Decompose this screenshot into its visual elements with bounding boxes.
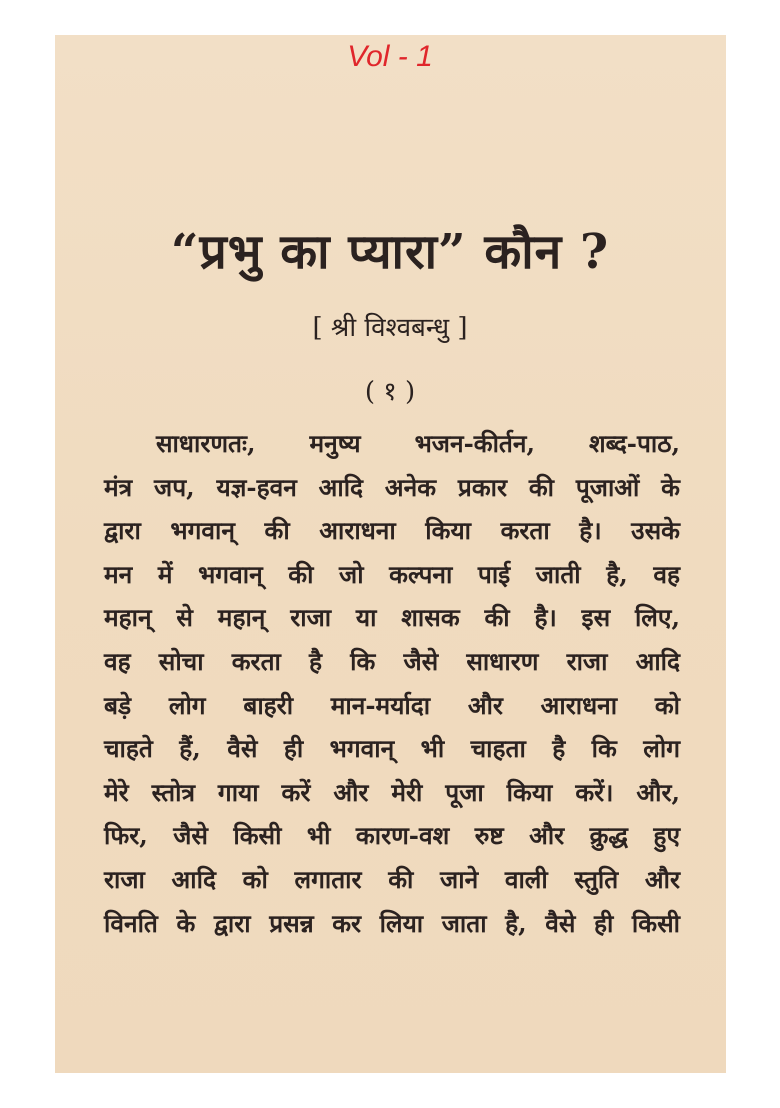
text-line: वह सोचा करता है कि जैसे साधारण राजा आदि bbox=[104, 646, 680, 676]
text-line: चाहते हैं, वैसे ही भगवान् भी चाहता है कि लोग bbox=[104, 734, 680, 764]
author-line: [ श्री विश्वबन्धु ] bbox=[312, 313, 468, 343]
text-line: मंत्र जप, यज्ञ-हवन आदि अनेक प्रकार की पूजाओं के bbox=[104, 472, 680, 502]
text-line: विनति के द्वारा प्रसन्न कर लिया जाता है, वैसे ही किसी bbox=[104, 908, 680, 938]
volume-label: Vol - 1 bbox=[347, 40, 433, 73]
page-title: “प्रभु का प्यारा” कौन ? bbox=[170, 224, 610, 280]
text-line: महान् से महान् राजा या शासक की है। इस लिए, bbox=[104, 603, 680, 633]
section-number: ( १ ) bbox=[364, 377, 416, 407]
text-line: द्वारा भगवान् की आराधना किया करता है। उसके bbox=[104, 516, 680, 546]
body-text bbox=[104, 422, 680, 945]
text-line: मेरे स्तोत्र गाया करें और मेरी पूजा किया करें। और, bbox=[104, 777, 680, 807]
text-line: राजा आदि को लगातार की जाने वाली स्तुति और bbox=[104, 864, 680, 894]
text-line: मन में भगवान् की जो कल्पना पाई जाती है, वह bbox=[104, 559, 680, 589]
text-line: साधारणतः, मनुष्य भजन-कीर्तन, शब्द-पाठ, bbox=[156, 429, 680, 458]
text-line: फिर, जैसे किसी भी कारण-वश रुष्ट और क्रुद्ध हुए bbox=[104, 821, 680, 851]
text-line: बड़े लोग बाहरी मान-मर्यादा और आराधना को bbox=[104, 690, 680, 720]
